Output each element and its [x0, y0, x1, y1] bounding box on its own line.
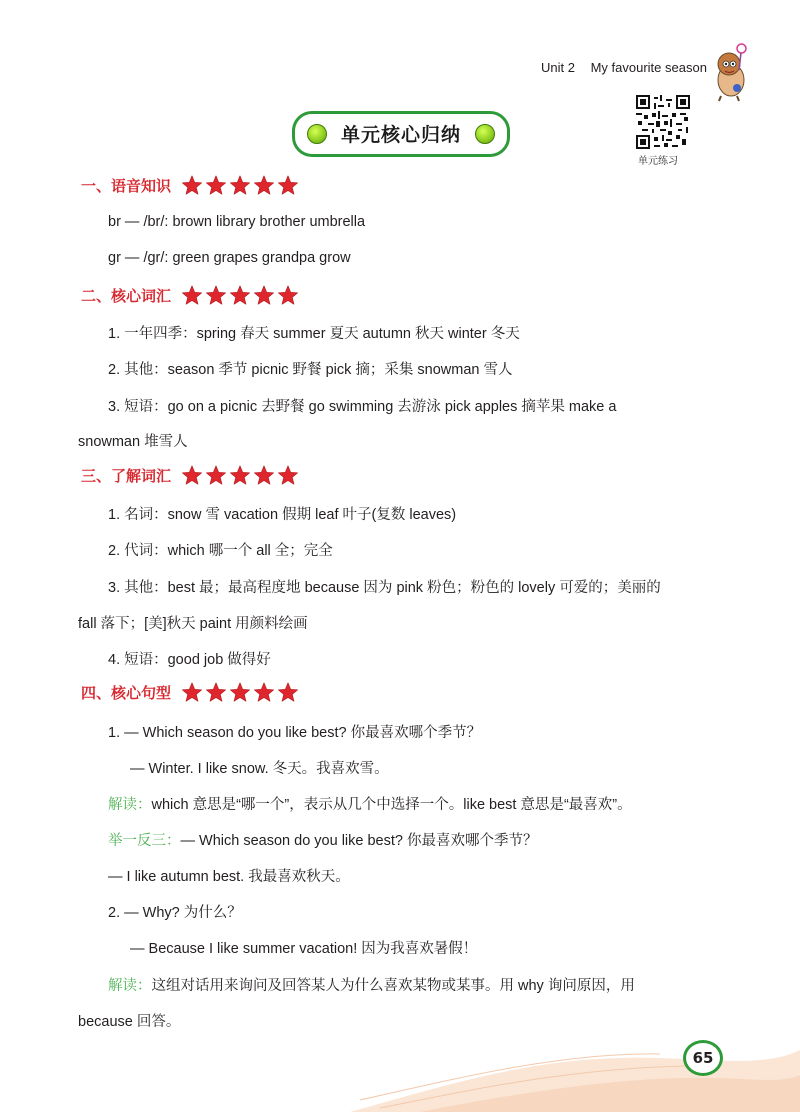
phonics-line: br — /br/: brown library brother umbrella: [108, 214, 366, 230]
star-icon: [181, 465, 203, 486]
note-line: [108, 793, 632, 814]
vocab-line: snowman 堆雪人: [78, 434, 188, 450]
note-line-cont: because 回答。: [78, 1014, 181, 1030]
title-banner: [292, 111, 510, 157]
sentence-answer: — Because I like summer vacation! 因为我喜欢暑假！: [130, 941, 478, 957]
star-icon: [181, 175, 203, 196]
example-label: 举一反三：: [108, 833, 181, 849]
qr-code-icon[interactable]: [636, 95, 690, 149]
section-title: 二、核心词汇: [81, 287, 172, 305]
vocab-line: 3. 其他：best 最；最高程度地 because 因为 pink 粉色；粉色的 lovely 可爱的；美丽的: [108, 580, 661, 596]
sentence-question: 2. — Why? 为什么？: [108, 905, 242, 921]
star-icon: [205, 175, 227, 196]
example-text: — Which season do you like best? 你最喜欢哪个季节？: [180, 833, 538, 849]
page-title: 单元核心归纳: [340, 124, 461, 146]
star-rating: [181, 285, 301, 306]
star-icon: [253, 175, 275, 196]
vocab-line: 1. 一年四季：spring 春天 summer 夏天 autumn 秋天 winter 冬天: [108, 326, 520, 342]
mascot-icon: [707, 40, 757, 102]
vocab-line: 2. 其他：season 季节 picnic 野餐 pick 摘；采集 snowman 雪人: [108, 362, 513, 378]
note-text: 这组对话用来询问及回答某人为什么喜欢某物或某事。用 why 询问原因，用: [151, 978, 635, 994]
example-answer: — I like autumn best. 我最喜欢秋天。: [108, 869, 350, 885]
star-icon: [253, 465, 275, 486]
star-icon: [277, 682, 299, 703]
unit-header: [541, 60, 707, 75]
section-title: 一、语音知识: [81, 177, 172, 195]
star-icon: [181, 285, 203, 306]
section-heading-sentences: [81, 682, 301, 703]
star-rating: [181, 175, 301, 196]
vocab-line: 3. 短语：go on a picnic 去野餐 go swimming 去游泳 pick apples 摘苹果 make a: [108, 399, 617, 415]
star-icon: [205, 682, 227, 703]
star-icon: [277, 285, 299, 306]
star-icon: [253, 682, 275, 703]
star-icon: [229, 465, 251, 486]
phonics-line: gr — /ɡr/: green grapes grandpa grow: [108, 250, 351, 266]
section-heading-extra-vocab: [81, 465, 301, 486]
qr-label: 单元练习: [638, 156, 678, 167]
vocab-line: 4. 短语：good job 做得好: [108, 652, 271, 668]
star-rating: [181, 682, 301, 703]
green-dot-icon: [475, 124, 495, 144]
unit-topic: My favourite season: [590, 60, 707, 75]
vocab-line: 2. 代词：which 哪一个 all 全；完全: [108, 543, 333, 559]
vocab-line: fall 落下；[美]秋天 paint 用颜料绘画: [78, 616, 308, 632]
sentence-answer: — Winter. I like snow. 冬天。我喜欢雪。: [130, 761, 389, 777]
section-heading-phonics: [81, 175, 301, 196]
star-icon: [205, 465, 227, 486]
star-icon: [253, 285, 275, 306]
note-label: 解读：: [108, 797, 152, 813]
vocab-line: 1. 名词：snow 雪 vacation 假期 leaf 叶子(复数 leaves): [108, 507, 457, 523]
star-icon: [277, 465, 299, 486]
example-line: [108, 829, 537, 850]
section-title: 三、了解词汇: [81, 467, 172, 485]
note-text: which 意思是“哪一个”，表示从几个中选择一个。like best 意思是“最喜欢”。: [151, 797, 632, 813]
star-icon: [181, 682, 203, 703]
bottom-wave-decoration: [0, 1030, 800, 1112]
section-title: 四、核心句型: [81, 684, 172, 702]
sentence-question: 1. — Which season do you like best? 你最喜欢哪个季节？: [108, 725, 482, 741]
star-icon: [229, 682, 251, 703]
unit-label: Unit 2: [541, 60, 575, 75]
section-heading-core-vocab: [81, 285, 301, 306]
star-rating: [181, 465, 301, 486]
note-label: 解读：: [108, 978, 152, 994]
star-icon: [205, 285, 227, 306]
page-number: 65: [683, 1040, 723, 1076]
star-icon: [277, 175, 299, 196]
note-line: [108, 974, 635, 995]
star-icon: [229, 175, 251, 196]
star-icon: [229, 285, 251, 306]
